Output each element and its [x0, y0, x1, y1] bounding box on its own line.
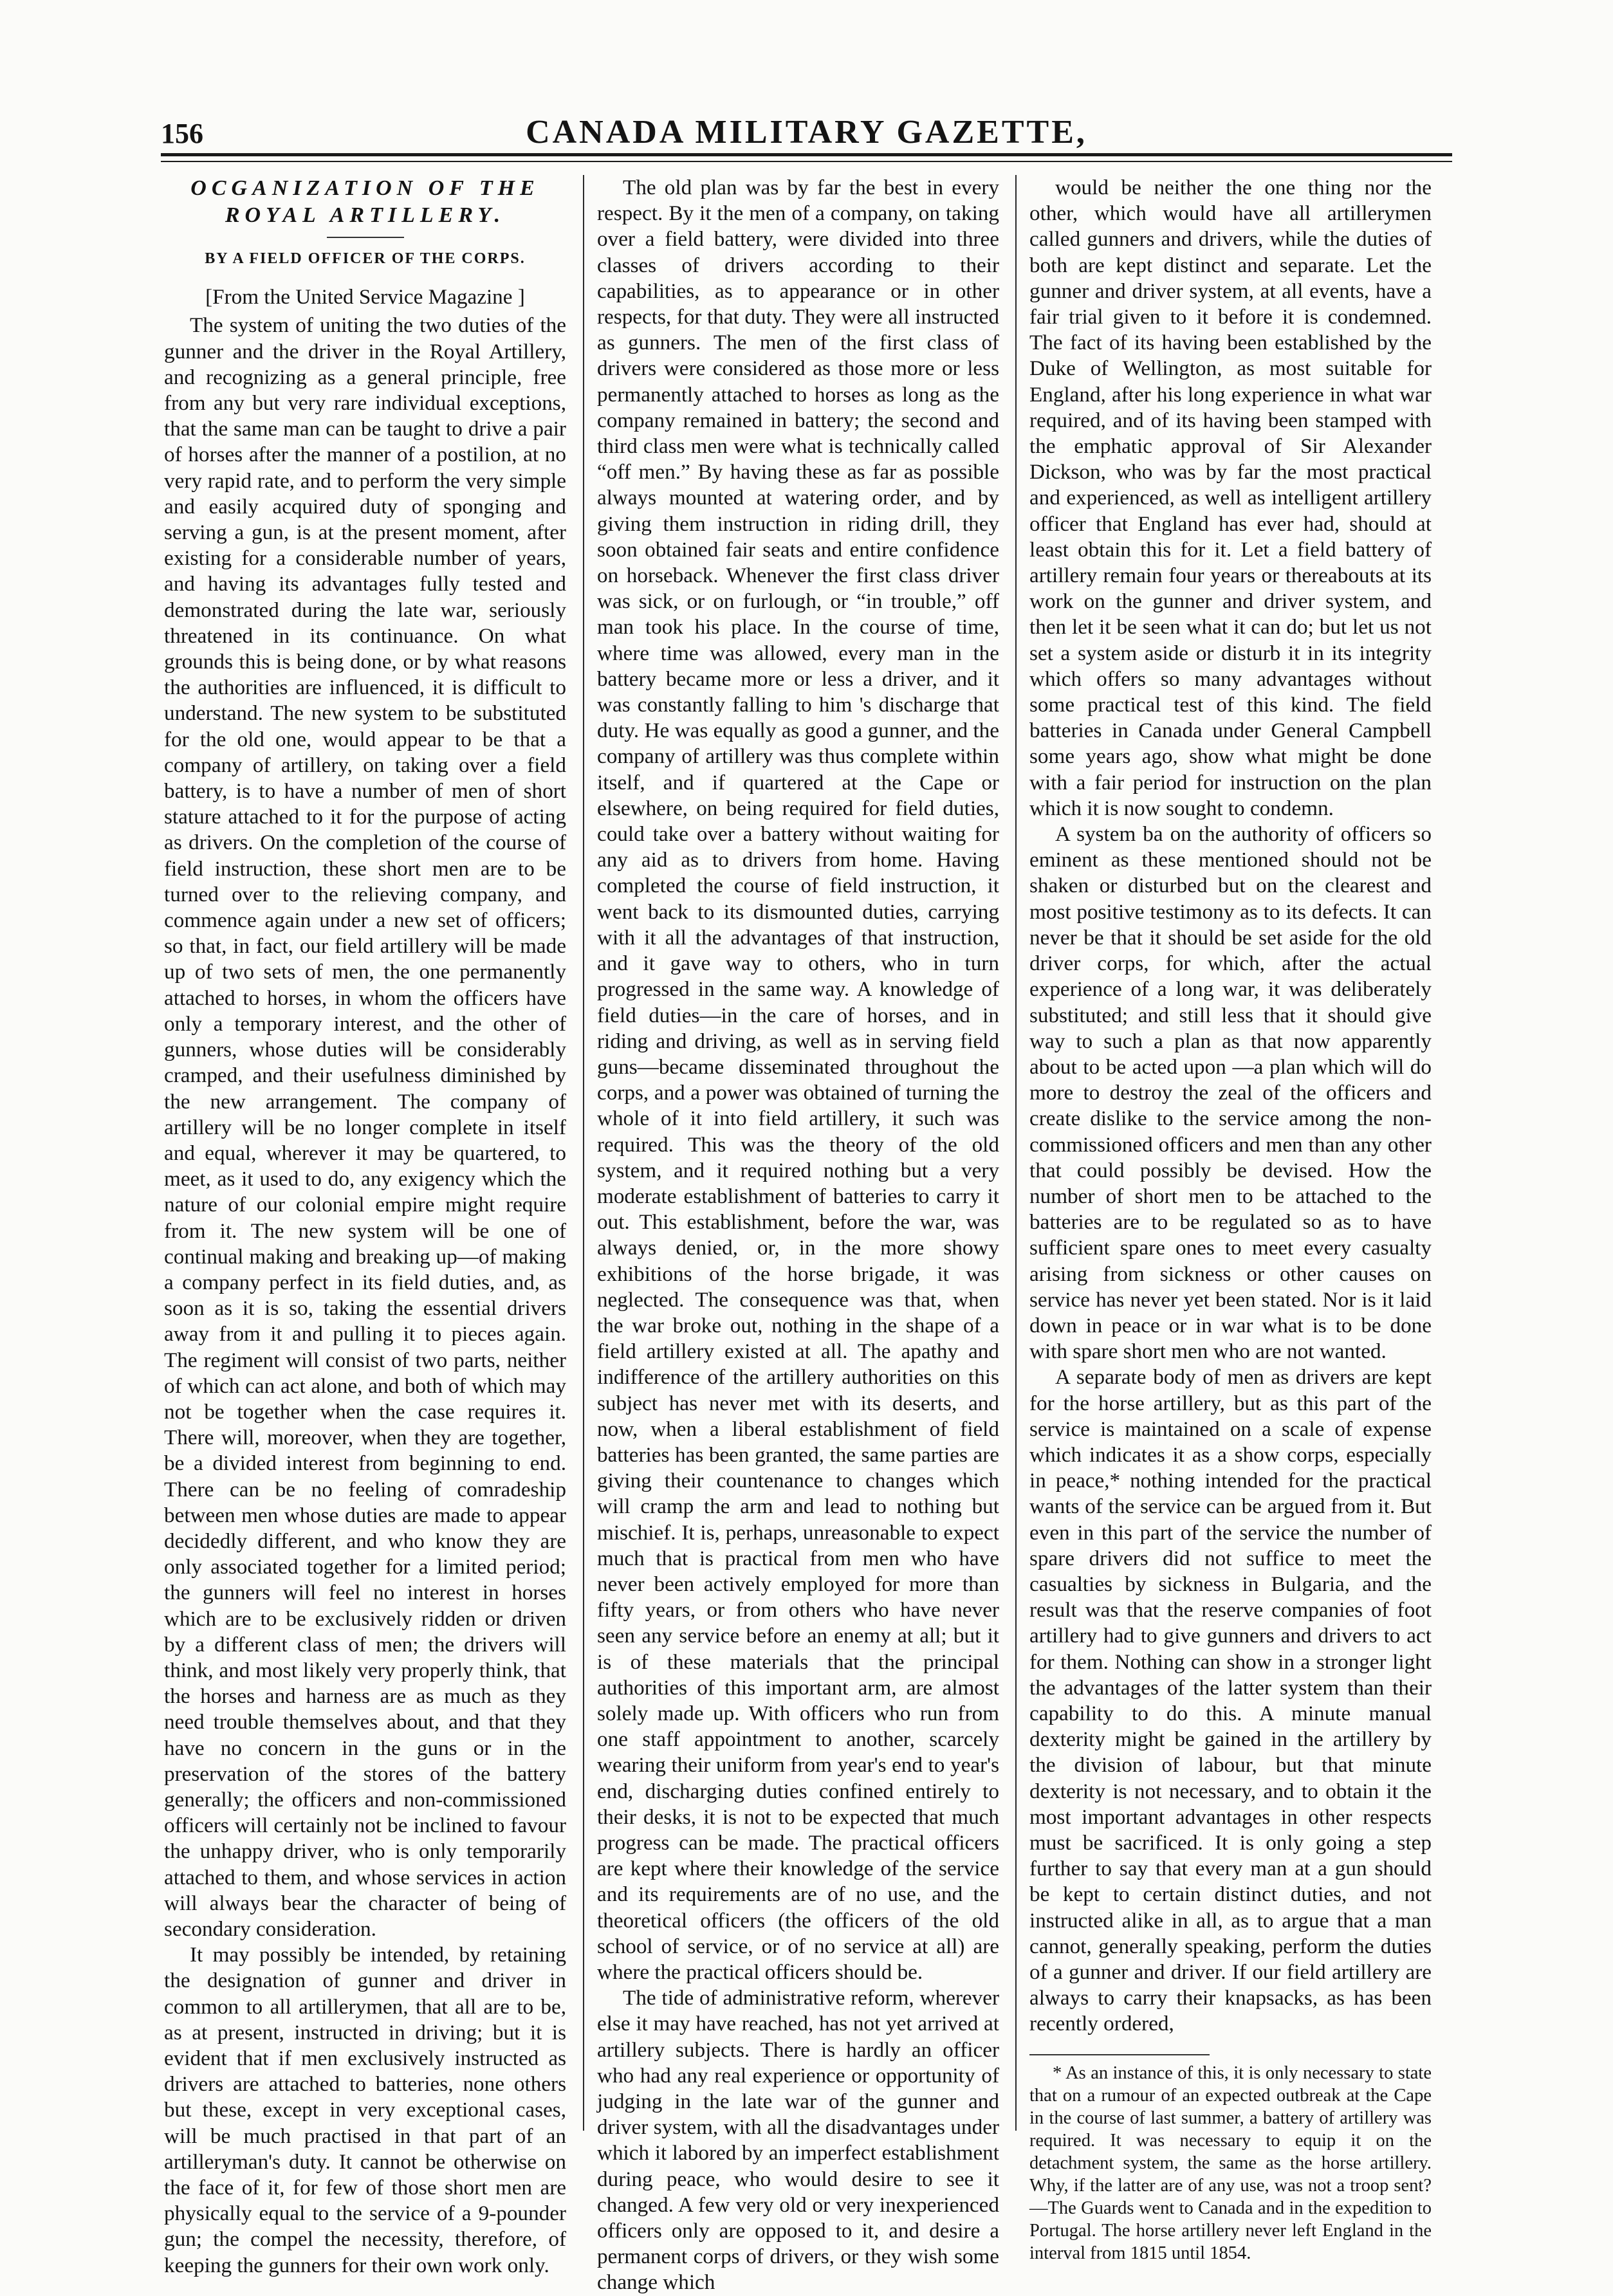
article-title: OCGANIZATION OF THE ROYAL ARTILLERY. — [190, 176, 540, 227]
paragraph: The system of uniting the two duties of the gunner and the driver in the Royal Artillery, and recognizing as a general principle, free from any but very rare individual exceptions, that the same man can be taught to drive a pair of horses after the manner of a postilion, at no very rapid rate, and to perform the very simple and easily acquired duty of sponging and serving a gun, is at the present moment, after existing for a considerable number of years, and having its advantages fully tested and demonstrated during the late war, seriously threatened in its continuance. On what grounds this is being done, or by what reasons the authorities are influenced, it is difficult to understand. The new system to be substituted for the old one, would appear to be that a company of artillery, on taking over a field battery, is to have a number of men of short stature attached to it for the purpose of acting as drivers. On the completion of the course of field instruction, these short men are to be turned over to the relieving company, and commence again under a new set of officers; so that, in fact, our field artillery will be made up of two sets of men, the one permanently attached to horses, in whom the officers have only a temporary interest, and the other of gunners, whose duties will be considerably cramped, and their usefulness diminished by the new arrangement. The company of artillery will be no longer complete in itself and equal, wherever it may be quartered, to meet, as it used to do, any exigency which the nature of our colonial empire might require from it. The new system will be one of continual making and breaking up—of making a company perfect in its field duties, and, as soon as it is so, taking the essential drivers away from it and pulling it to pieces again. The regiment will consist of two parts, neither of which can act alone, and both of which may not be together when the case requires it. There will, moreover, when they are together, be a divided interest from beginning to end. There can be no feeling of comradeship between men whose duties are made to appear decidedly different, and who know they are only associated together for a limited period; the gunners will feel no interest in horses which are to be exclusively ridden or driven by a different class of men; the drivers will think, and most likely very properly think, that the horses and harness are as much as they need trouble themselves about, and that they have no concern in the guns or in the preservation of the stores of the battery generally; the officers and non-commissioned officers will certainly not be inclined to favour the unhappy driver, who is only temporarily attached to them, and whose services in action will always bear the character of being of secondary consideration. — [164, 313, 566, 1941]
title-rule — [327, 237, 404, 238]
header-rule-thin — [161, 161, 1452, 162]
paragraph: would be neither the one thing nor the other, which would have all artillerymen called gunners and drivers, while the duties of both are kept distinct and separate. Let the gunner and driver system, at all events, have a fair trial given to it before it is condemned. The fact of its having been established by the Duke of Wellington, as most suitable for England, after his long experience in what war required, and of its having been stamped with the emphatic approval of Sir Alexander Dickson, who was by far the most practical and experienced, as well as intelligent artillery officer that England has ever had, should at least obtain this for it. Let a field battery of artillery remain four years or thereabouts at its work on the gunner and driver system, and then let it be seen what it can do; but let us not set a system aside or disturb it in its integrity which offers so many advantages without some practical test of this kind. The field batteries in Canada under General Campbell some years ago, show what might be done with a fair period for instruction on the plan which it is now sought to condemn. — [1029, 176, 1432, 820]
article-byline: BY A FIELD OFFICER OF THE CORPS. — [205, 250, 526, 267]
article-column-3 — [1029, 175, 1432, 2263]
footnote-rule — [1029, 2054, 1210, 2055]
paragraph: It may possibly be intended, by retaining the designation of gunner and driver in common to all artillerymen, that all are to be, as at present, instructed in driving; but it is evident that if men exclusively instructed as drivers are attached to batteries, none others but these, except in very exceptional cases, will be much practised in that part of an artilleryman's duty. It cannot be otherwise on the face of it, for few of those short men are physically equal to the service of a 9-pounder gun; the compel the necessity, therefore, of keeping the gunners for their own work only. — [164, 1943, 566, 2277]
column-divider — [1015, 175, 1017, 2131]
paragraph: The tide of administrative reform, wherever else it may have reached, has not yet arrived at artillery subjects. There is hardly an officer who had any real experience or opportunity of judging in the late war of the gunner and driver system, with all the disadvantages under which it labored by an imperfect establishment during peace, who would desire to see it changed. A few very old or very inexperienced officers only are opposed to it, and desire a permanent corps of drivers, or they wish some change which — [597, 1986, 999, 2295]
publication-title: CANADA MILITARY GAZETTE, — [526, 114, 1087, 151]
article-column-2 — [597, 175, 999, 2295]
column-divider — [583, 175, 584, 2131]
paragraph: The old plan was by far the best in every respect. By it the men of a company, on taking over a field battery, were divided into three classes of drivers according to their capabilities, as to appearance or in other respects, for that duty. They were all instructed as gunners. The men of the first class of drivers were considered as those more or less permanently attached to horses as long as the company remained in battery; the second and third class men were what is technically called “off men.” By having these as far as possible always mounted at watering order, and by giving them instruction in riding drill, they soon obtained fair seats and entire confidence on horseback. Whenever the first class driver was sick, or on furlough, or “in trouble,” off man took his place. In the course of time, where time was allowed, every man in the battery became more or less a driver, and it was constantly falling to him 's discharge that duty. He was equally as good a gunner, and the company of artillery was thus complete within itself, and if quartered at the Cape or elsewhere, on being required for field duties, could take over a battery without waiting for any aid as to drivers from home. Having completed the course of field instruction, it went back to its dismounted duties, carrying with it all the advantages of that instruction, and it gave way to others, who in turn progressed in the same way. A knowledge of field duties—in the care of horses, and in riding and driving, as well as in serving field guns—became disseminated throughout the corps, and a power was obtained of turning the whole of it into field artillery, it such was required. This was the theory of the old system, and it required nothing but a very moderate establishment of batteries to carry it out. This establishment, before the war, was always denied, or, in the more showy exhibitions of the horse brigade, it was neglected. The consequence was that, when the war broke out, nothing in the shape of a field artillery existed at all. The apathy and indifference of the artillery authorities on this subject has never met with its deserts, and now, when a liberal establishment of field batteries has been granted, the same parties are giving their countenance to changes which will cramp the arm and lead to nothing but mischief. It is, perhaps, unreasonable to expect much that is practical from men who have never been actively employed for more than fifty years, or from others who have never seen any service before an enemy at all; but it is of these materials that the principal authorities of this important arm, are almost solely made up. With officers who run from one staff appointment to another, scarcely wearing their uniform from year's end to year's end, discharging duties confined entirely to their desks, it is not to be expected that much progress can be made. The practical officers are kept where their knowledge of the service and its requirements are of no use, and the theoretical officers (the officers of the old school of service, or of no service at all) are where the practical officers should be. — [597, 176, 999, 1985]
paragraph: A system ba on the authority of officers so eminent as these mentioned should not be shaken or disturbed but on the clearest and most positive testimony as to its defects. It can never be that it should be set aside for the old driver corps, for which, after the actual experience of a long war, it was deliberately substituted; and still less that it should give way to such a plan as that now apparently about to be acted upon —a plan which will do more to destroy the zeal of the officers and create dislike to the service among the non-commissioned officers and men than any other that could possibly be devised. How the number of short men to be attached to the batteries are to be regulated so as to have sufficient spare ones to meet every casualty arising from sickness or other causes on service has never yet been stated. Nor is it laid down in peace or in war what is to be done with spare short men who are not wanted. — [1029, 822, 1432, 1364]
footnote: * As an instance of this, it is only necessary to state that on a rumour of an expected outbreak at the Cape in the course of last summer, a battery of artillery was required. It was necessary to equip it on the detachment system, the same as the horse artillery. Why, if the latter are of any use, was not a troop sent?—The Guards went to Canada and in the expedition to Portugal. The horse artillery never left England in the interval from 1815 until 1854. — [1029, 2062, 1432, 2263]
page-number: 156 — [161, 118, 203, 149]
paragraph: A separate body of men as drivers are kept for the horse artillery, but as this part of the service is maintained on a scale of expense which indicates it as a show corps, especially in peace,* nothing intended for the practical wants of the service can be argued from it. But even in this part of the service the number of spare drivers did not suffice to meet the casualties by sickness in Bulgaria, and the result was that the reserve companies of foot artillery had to give gunners and drivers to act for them. Nothing can show in a stronger light the advantages of the latter system than their capability to do this. A minute manual dexterity might be gained in the artillery by the division of labour, but that minute dexterity is not necessary, and to obtain it the most important advantages in other respects must be sacrificed. It is only going a step further to say that every man at a gun should be kept to certain distinct duties, and not instructed alike in all, as to argue that a man cannot, generally speaking, perform the duties of a gunner and driver. If our field artillery are always to carry their knapsacks, as has been recently ordered, — [1029, 1365, 1432, 2036]
article-column-1 — [164, 175, 566, 2277]
article-source: [From the United Service Magazine ] — [205, 285, 525, 309]
header-rule-thick — [161, 153, 1452, 156]
